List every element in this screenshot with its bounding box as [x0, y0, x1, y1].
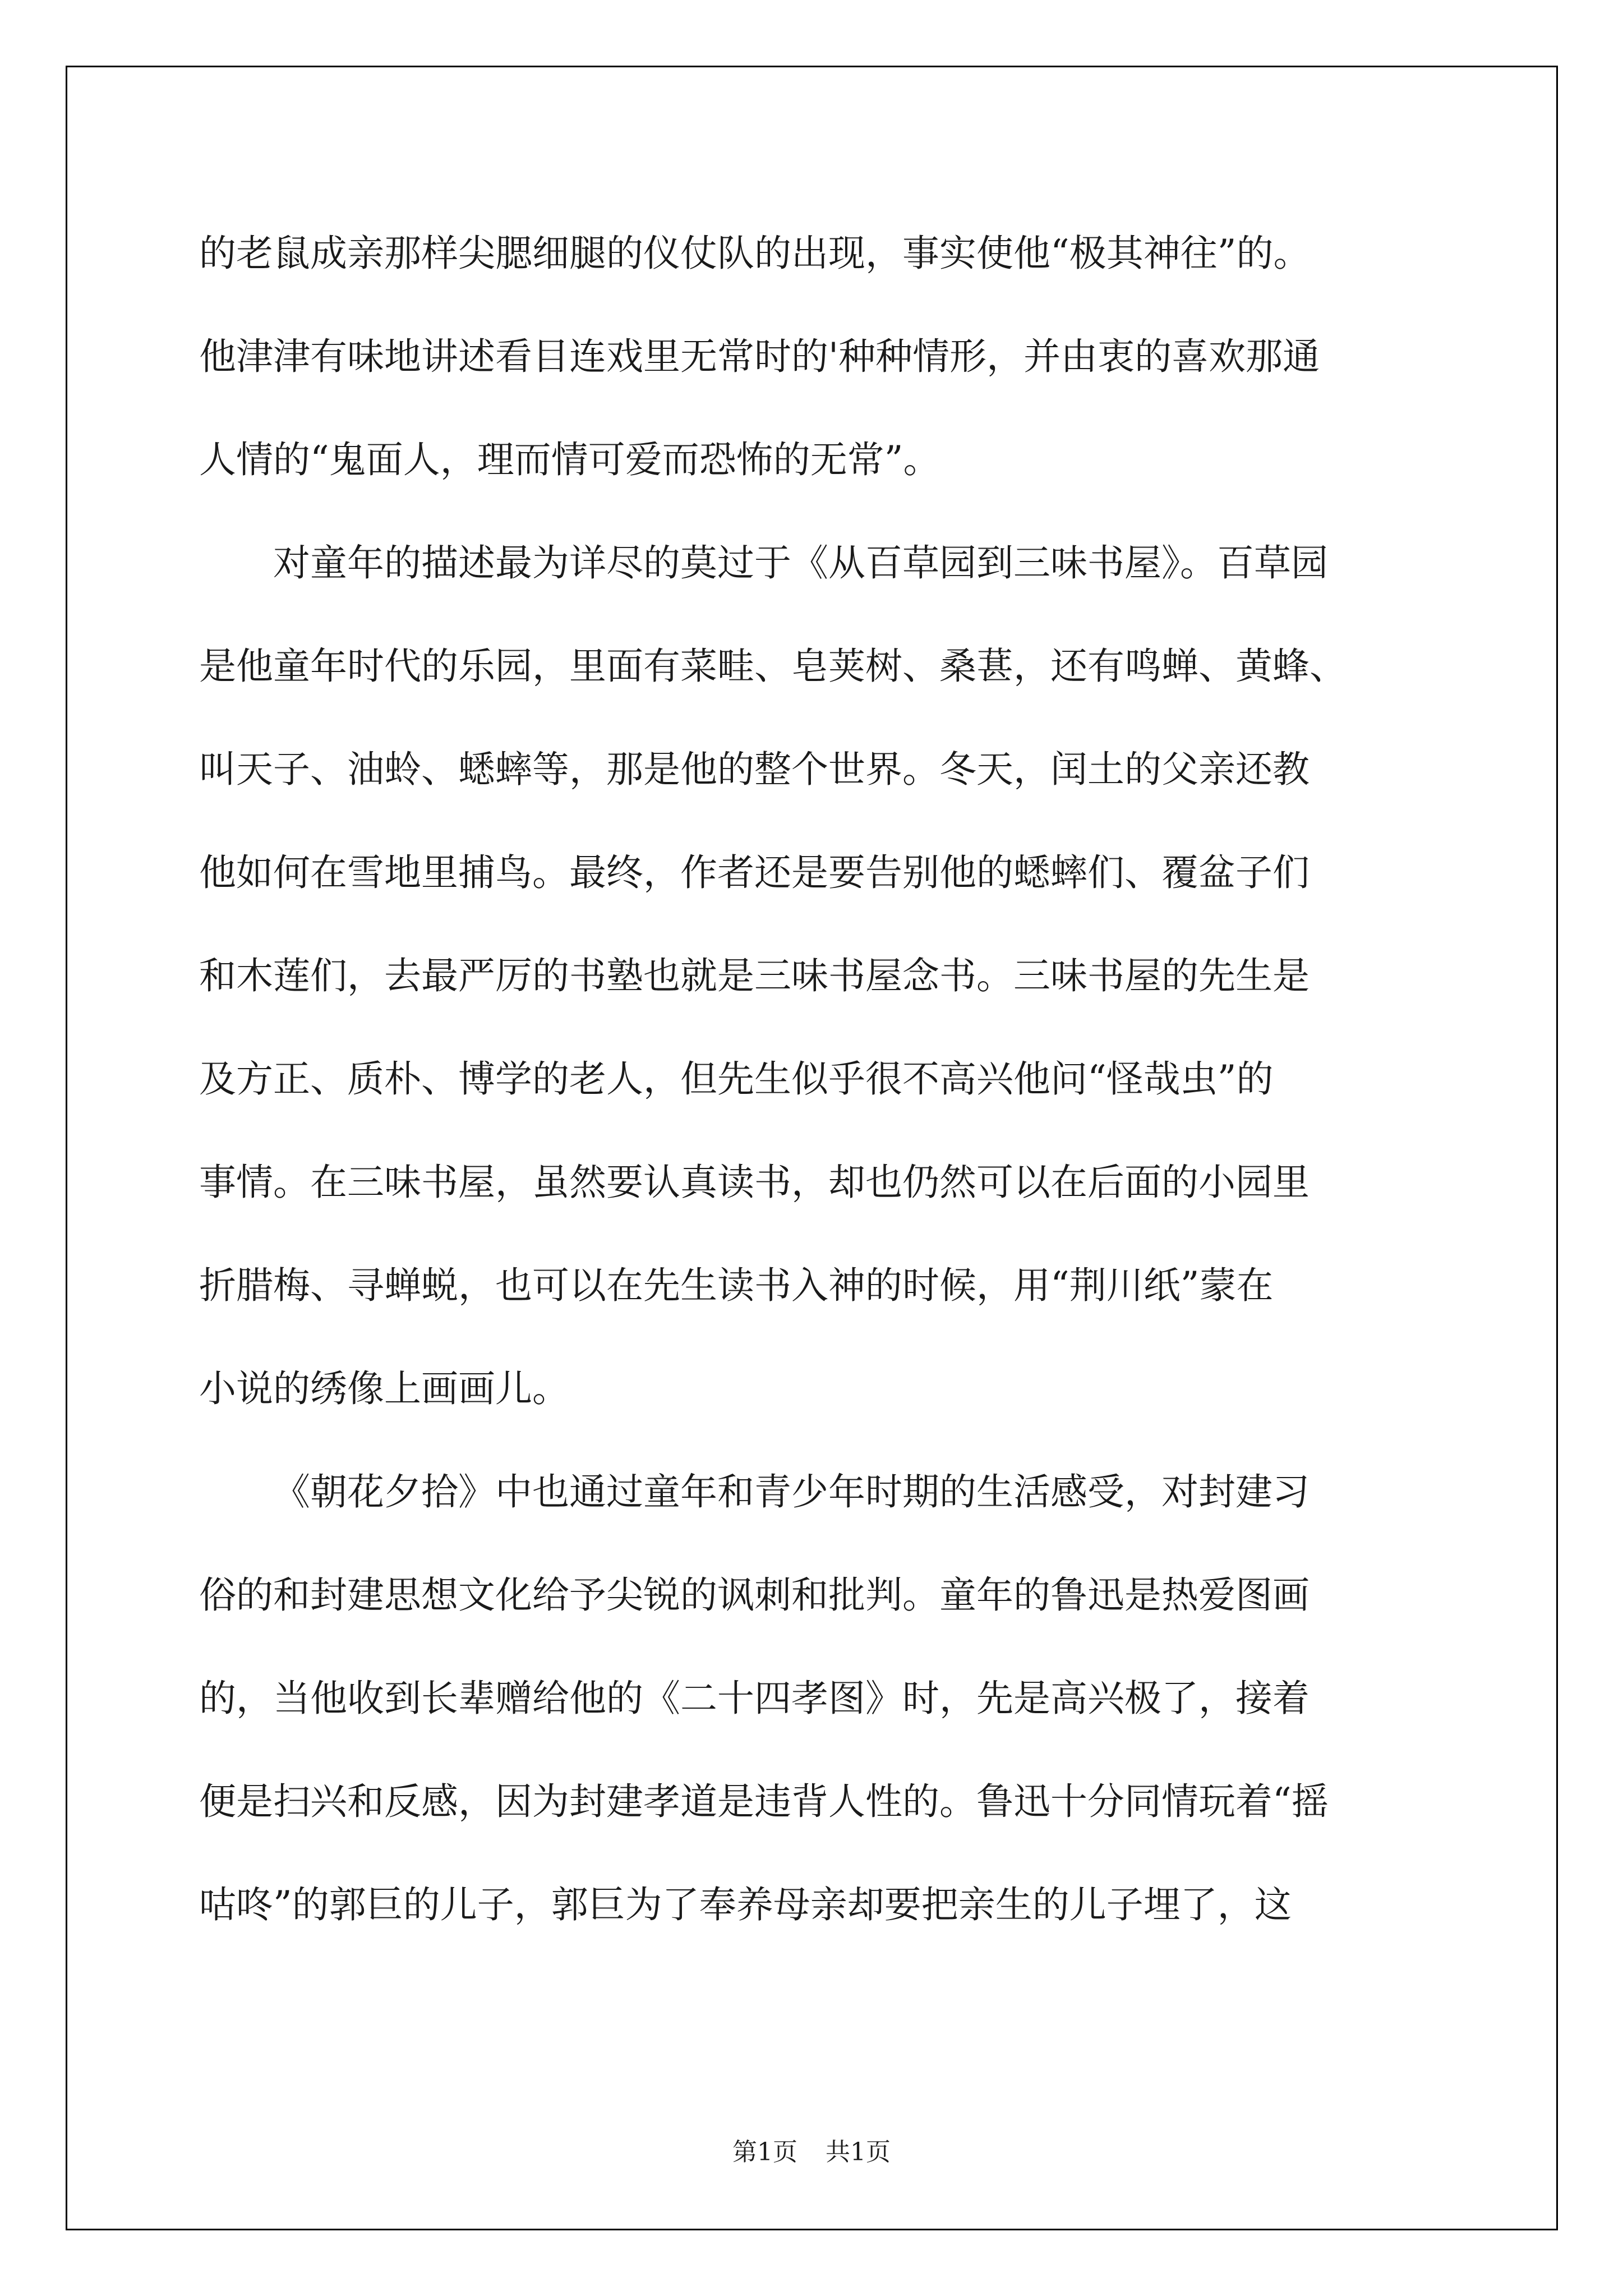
- page-total: 共1页: [826, 2138, 891, 2166]
- text-line: 的，当他收到长辈赠给他的《二十四孝图》时，先是高兴极了，接着: [199, 1677, 1310, 1720]
- text-line: 是他童年时代的乐园，里面有菜畦、皂荚树、桑葚，还有鸣蝉、黄蜂、: [199, 645, 1347, 688]
- page-number: 第1页: [732, 2138, 797, 2166]
- page-footer: [0, 2132, 1623, 2168]
- text-line: 的老鼠成亲那样尖腮细腿的仪仗队的出现，事实使他“极其神往”的。: [199, 232, 1311, 275]
- text-line: 他津津有味地讲述看目连戏里无常时的'种种情形，并由衷的喜欢那通: [199, 335, 1320, 378]
- text-line: 对童年的描述最为详尽的莫过于《从百草园到三味书屋》。百草园: [273, 541, 1328, 585]
- text-line: 和木莲们，去最严厉的书塾也就是三味书屋念书。三味书屋的先生是: [199, 954, 1310, 997]
- text-line: 小说的绣像上画画儿。: [199, 1367, 569, 1410]
- text-line: 及方正、质朴、博学的老人，但先生似乎很不高兴他问“怪哉虫”的: [199, 1057, 1274, 1101]
- text-line: 咕咚”的郭巨的儿子，郭巨为了奉养母亲却要把亲生的儿子埋了，这: [199, 1883, 1292, 1926]
- document-body: [199, 202, 1433, 1957]
- text-line: 事情。在三味书屋，虽然要认真读书，却也仍然可以在后面的小园里: [199, 1161, 1310, 1204]
- text-line: 折腊梅、寻蝉蜕，也可以在先生读书入神的时候，用“荆川纸”蒙在: [199, 1264, 1274, 1307]
- text-line: 叫天子、油蛉、蟋蟀等，那是他的整个世界。冬天，闰土的父亲还教: [199, 748, 1310, 791]
- text-line: 人情的“鬼面人，理而情可爱而恐怖的无常”。: [199, 438, 940, 481]
- text-line: 《朝花夕拾》中也通过童年和青少年时期的生活感受，对封建习: [273, 1470, 1310, 1513]
- text-line: 他如何在雪地里捕鸟。最终，作者还是要告别他的蟋蟀们、覆盆子们: [199, 851, 1310, 894]
- text-line: 俗的和封建思想文化给予尖锐的讽刺和批判。童年的鲁迅是热爱图画: [199, 1573, 1310, 1617]
- text-line: 便是扫兴和反感，因为封建孝道是违背人性的。鲁迅十分同情玩着“摇: [199, 1780, 1329, 1823]
